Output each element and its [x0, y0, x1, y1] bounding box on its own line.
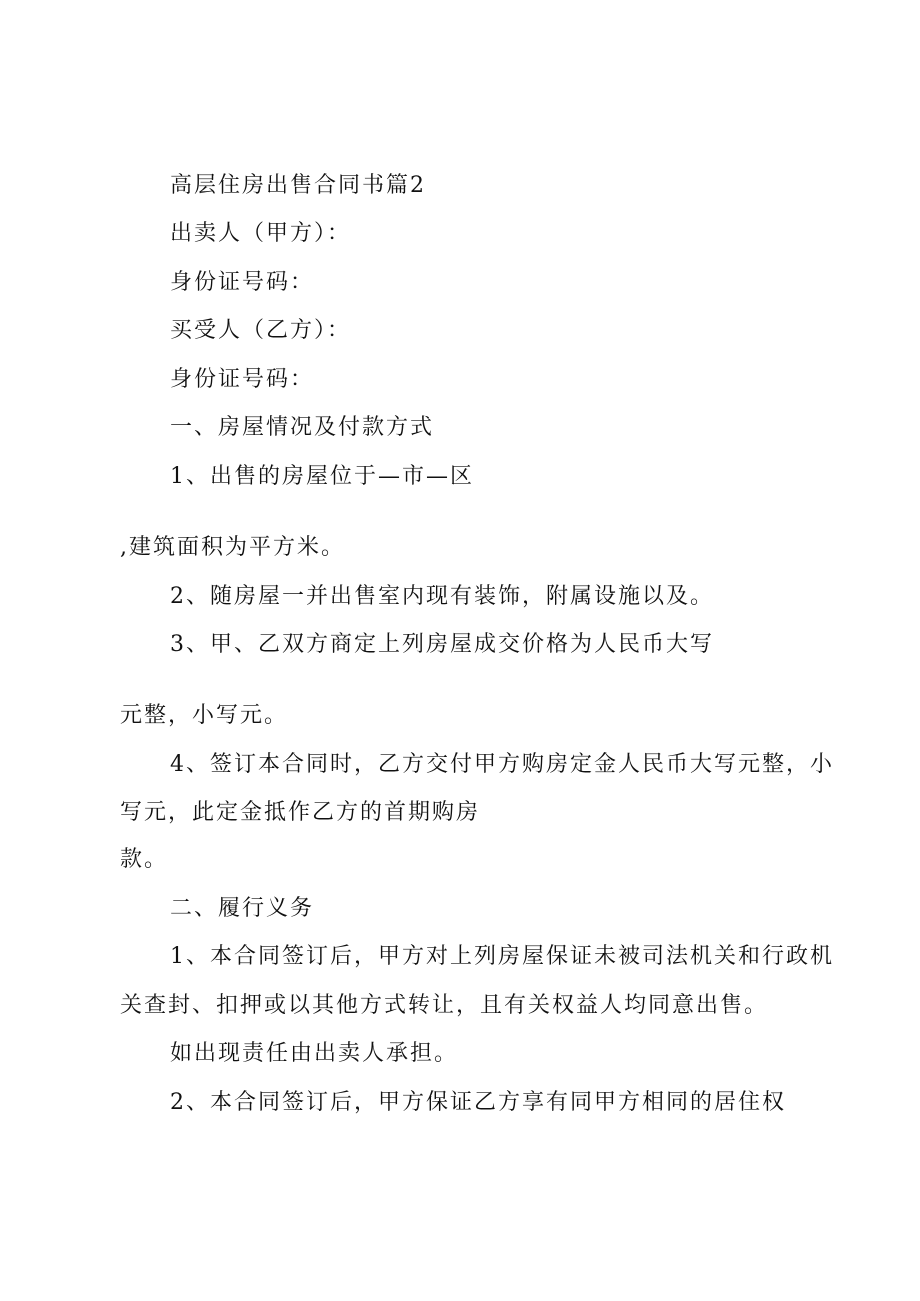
clause-2-1: 1、本合同签订后，甲方对上列房屋保证未被司法机关和行政机 — [170, 944, 834, 969]
clause-1-2: 2、随房屋一并出售室内现有装饰，附属设施以及。 — [170, 584, 714, 609]
buyer-label: 买受人（乙方）： — [170, 318, 352, 343]
clause-1-4: 4、签订本合同时，乙方交付甲方购房定金人民币大写元整，小 — [170, 752, 834, 777]
clause-1-4-line-2: 写元，此定金抵作乙方的首期购房 — [120, 800, 481, 825]
section-heading-2: 二、履行义务 — [170, 896, 315, 921]
document-title: 高层住房出售合同书篇2 — [170, 173, 426, 198]
clause-2-1-continued: 关查封、扣押或以其他方式转让，且有关权益人均同意出售。 — [120, 993, 769, 1018]
clause-1-3-continued: 元整，小写元。 — [120, 703, 289, 728]
clause-1-3: 3、甲、乙双方商定上列房屋成交价格为人民币大写 — [170, 632, 714, 657]
seller-id-label: 身份证号码： — [170, 270, 315, 295]
clause-2-1-note: 如出现责任由出卖人承担。 — [170, 1041, 459, 1066]
clause-1-1: 1、出售的房屋位于—市—区 — [170, 464, 474, 489]
seller-label: 出卖人（甲方）： — [170, 221, 352, 246]
clause-1-4-line-3: 款。 — [120, 847, 169, 872]
clause-2-2: 2、本合同签订后，甲方保证乙方享有同甲方相同的居住权 — [170, 1090, 786, 1115]
buyer-id-label: 身份证号码： — [170, 367, 315, 392]
clause-1-1-continued: ,建筑面积为平方米。 — [120, 535, 345, 560]
section-heading-1: 一、房屋情况及付款方式 — [170, 415, 435, 440]
